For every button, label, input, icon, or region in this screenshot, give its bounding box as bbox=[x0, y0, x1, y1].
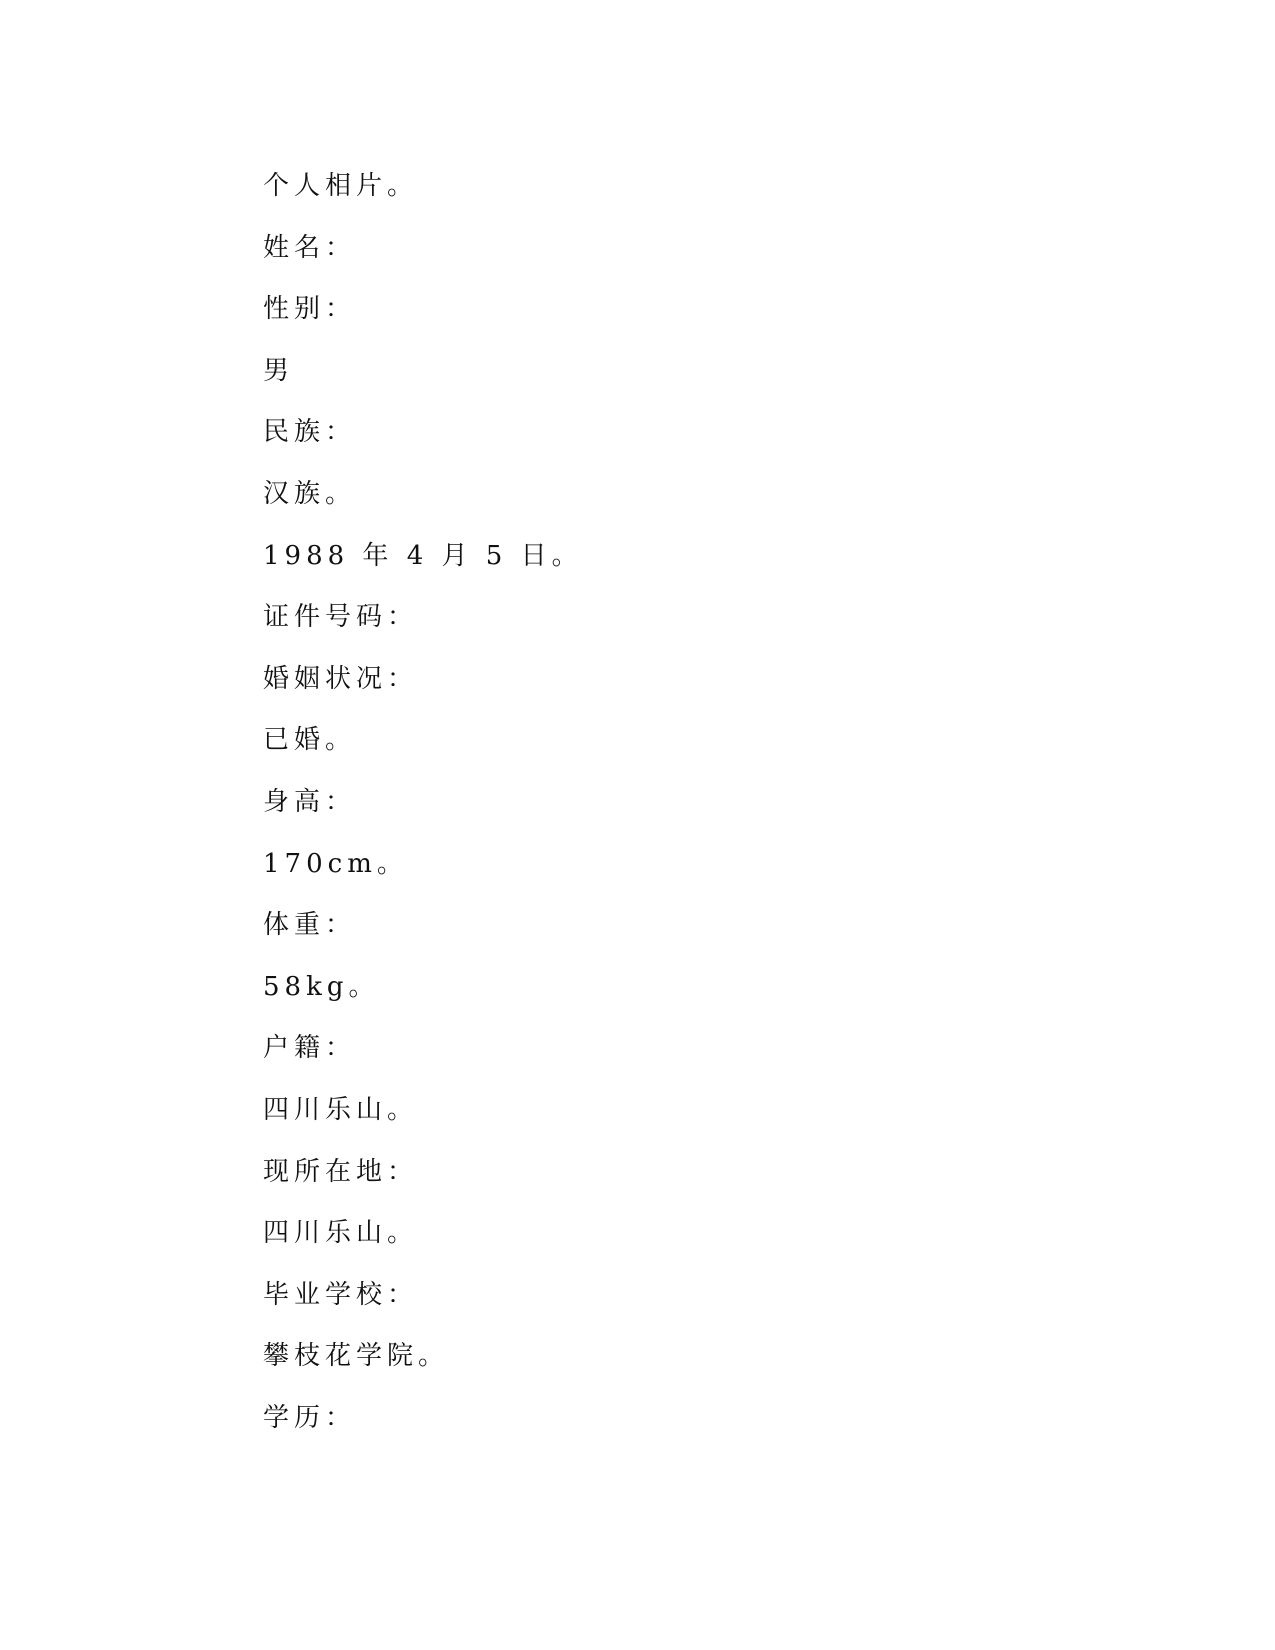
text-line-marital-status-label: 婚姻状况： bbox=[263, 663, 419, 694]
text-line-marital-status-value: 已婚。 bbox=[263, 725, 357, 756]
text-line-height-value: 170cm。 bbox=[263, 848, 408, 879]
text-line-current-location-label: 现所在地： bbox=[263, 1156, 419, 1187]
text-line-name-label: 姓名： bbox=[263, 232, 357, 263]
text-line-current-location-value: 四川乐山。 bbox=[263, 1218, 419, 1249]
text-line-ethnicity-label: 民族： bbox=[263, 417, 357, 448]
text-line-height-label: 身高： bbox=[263, 786, 357, 817]
text-line-ethnicity-value: 汉族。 bbox=[263, 478, 357, 509]
text-line-school-value: 攀枝花学院。 bbox=[263, 1341, 450, 1372]
text-line-weight-label: 体重： bbox=[263, 910, 357, 941]
document-body bbox=[263, 166, 1063, 1459]
text-line-id-number-label: 证件号码： bbox=[263, 602, 419, 633]
text-line-education-label: 学历： bbox=[263, 1402, 357, 1433]
text-line-gender-label: 性别： bbox=[263, 294, 357, 325]
text-line-household-value: 四川乐山。 bbox=[263, 1094, 419, 1125]
text-line-photo: 个人相片。 bbox=[263, 171, 419, 201]
text-line-gender-value: 男 bbox=[263, 355, 295, 386]
text-line-birthdate: 1988 年 4 月 5 日。 bbox=[263, 540, 583, 571]
text-line-household-label: 户籍： bbox=[263, 1033, 357, 1064]
text-line-school-label: 毕业学校： bbox=[263, 1279, 419, 1310]
text-line-weight-value: 58kg。 bbox=[263, 971, 380, 1002]
